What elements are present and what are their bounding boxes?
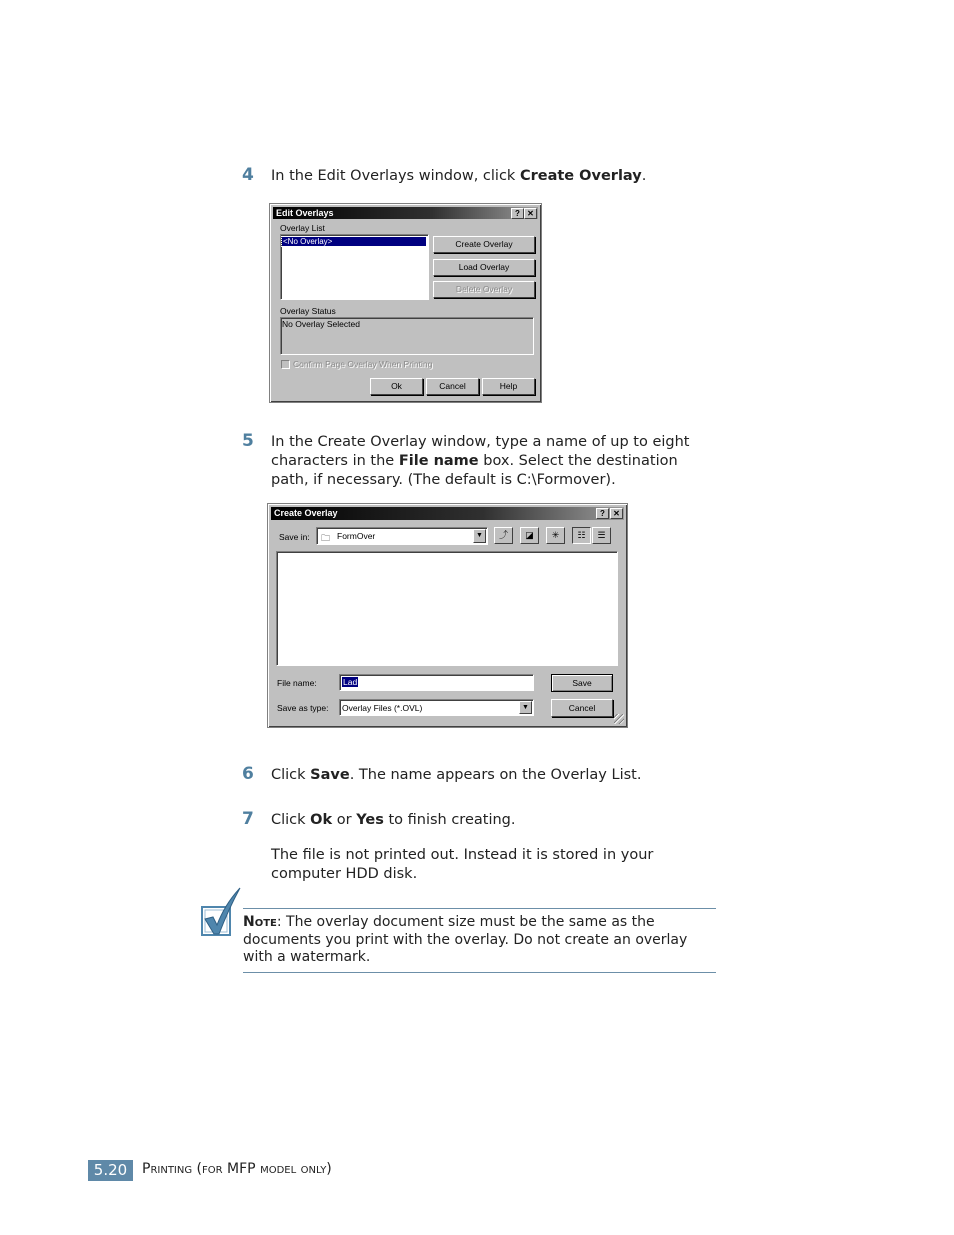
details-view-icon[interactable]: ☰ [592,527,611,544]
help-button[interactable]: Help [482,378,535,395]
file-name-value: Lad [343,677,358,687]
save-as-type-select[interactable] [339,699,534,716]
note-label: Note [243,914,277,930]
ok-button[interactable]: Ok [370,378,423,395]
cancel-button[interactable]: Cancel [551,699,613,717]
list-view-icon[interactable]: ☷ [572,527,591,544]
save-as-type-value: Overlay Files (*.OVL) [342,703,423,713]
step-7-text: Click Ok or Yes to finish creating. [271,812,516,828]
file-name-input[interactable] [339,674,534,691]
overlay-status-label: Overlay Status [280,306,336,316]
dialog-title: Create Overlay [274,508,338,518]
file-name-label: File name: [277,678,317,688]
step-4-text: In the Edit Overlays window, click Create Overlay. [271,168,647,184]
note-line-2: documents you print with the overlay. Do not create an overlay [243,931,688,948]
dialog-title: Edit Overlays [276,208,334,218]
confirm-checkbox[interactable] [281,360,290,369]
close-icon[interactable]: ✕ [524,208,537,219]
step-5-text [271,433,690,490]
close-icon[interactable]: ✕ [610,508,623,519]
edit-overlays-dialog [269,203,542,403]
help-icon[interactable]: ? [596,508,609,519]
step-number-4: 4 [242,165,254,185]
footer-section-title: Printing (for MFP model only) [142,1161,332,1177]
create-overlay-button[interactable]: Create Overlay [433,236,535,253]
note-text [243,914,687,967]
step-number-7: 7 [242,809,254,829]
save-as-type-label: Save as type: [277,703,329,713]
step-7-paragraph [271,846,653,884]
list-item[interactable]: <No Overlay> [282,237,426,246]
cancel-button[interactable]: Cancel [426,378,479,395]
create-overlay-titlebar [271,507,624,520]
save-in-select[interactable] [316,527,488,545]
step-number-6: 6 [242,764,254,784]
step-7-para-line-1: The file is not printed out. Instead it is stored in your [271,847,654,863]
step-7-para-line-2: computer HDD disk. [271,866,418,882]
note-top-rule [243,908,716,909]
note-line-1: Note: The overlay document size must be the same as the [243,914,655,930]
folder-icon: 🗀 [321,533,331,543]
note-bottom-rule [243,972,716,973]
confirm-label: Confirm Page Overlay When Printing [293,359,433,369]
save-in-value: FormOver [337,531,376,541]
chevron-down-icon[interactable]: ▼ [473,529,486,543]
file-list-area[interactable] [276,551,618,666]
note-checkmark-icon [199,886,243,940]
overlay-status-text: No Overlay Selected [282,319,360,329]
save-button[interactable]: Save [551,674,613,692]
new-folder-icon[interactable]: ✳ [546,527,565,544]
overlay-list-label: Overlay List [280,223,325,233]
page-number: 5.20 [88,1160,133,1181]
overlay-list[interactable] [280,234,429,300]
delete-overlay-button[interactable]: Delete Overlay [433,281,535,298]
step-5-line-1: In the Create Overlay window, type a name of up to eight [271,434,690,450]
help-icon[interactable]: ? [511,208,524,219]
overlay-status-box [280,317,534,355]
step-5-line-2: characters in the File name box. Select the destination [271,453,678,469]
resize-grip-icon[interactable] [614,714,624,724]
load-overlay-button[interactable]: Load Overlay [433,259,535,276]
step-number-5: 5 [242,431,254,451]
up-folder-icon[interactable]: ⤴ [494,527,513,544]
desktop-icon[interactable]: ◪ [520,527,539,544]
create-overlay-dialog [267,503,628,728]
note-line-3: with a watermark. [243,949,371,965]
step-6-text: Click Save. The name appears on the Overlay List. [271,767,642,783]
edit-overlays-titlebar [273,207,538,219]
chevron-down-icon[interactable]: ▼ [519,701,532,714]
step-5-line-3: path, if necessary. (The default is C:\Formover). [271,472,616,488]
save-in-label: Save in: [279,532,310,542]
